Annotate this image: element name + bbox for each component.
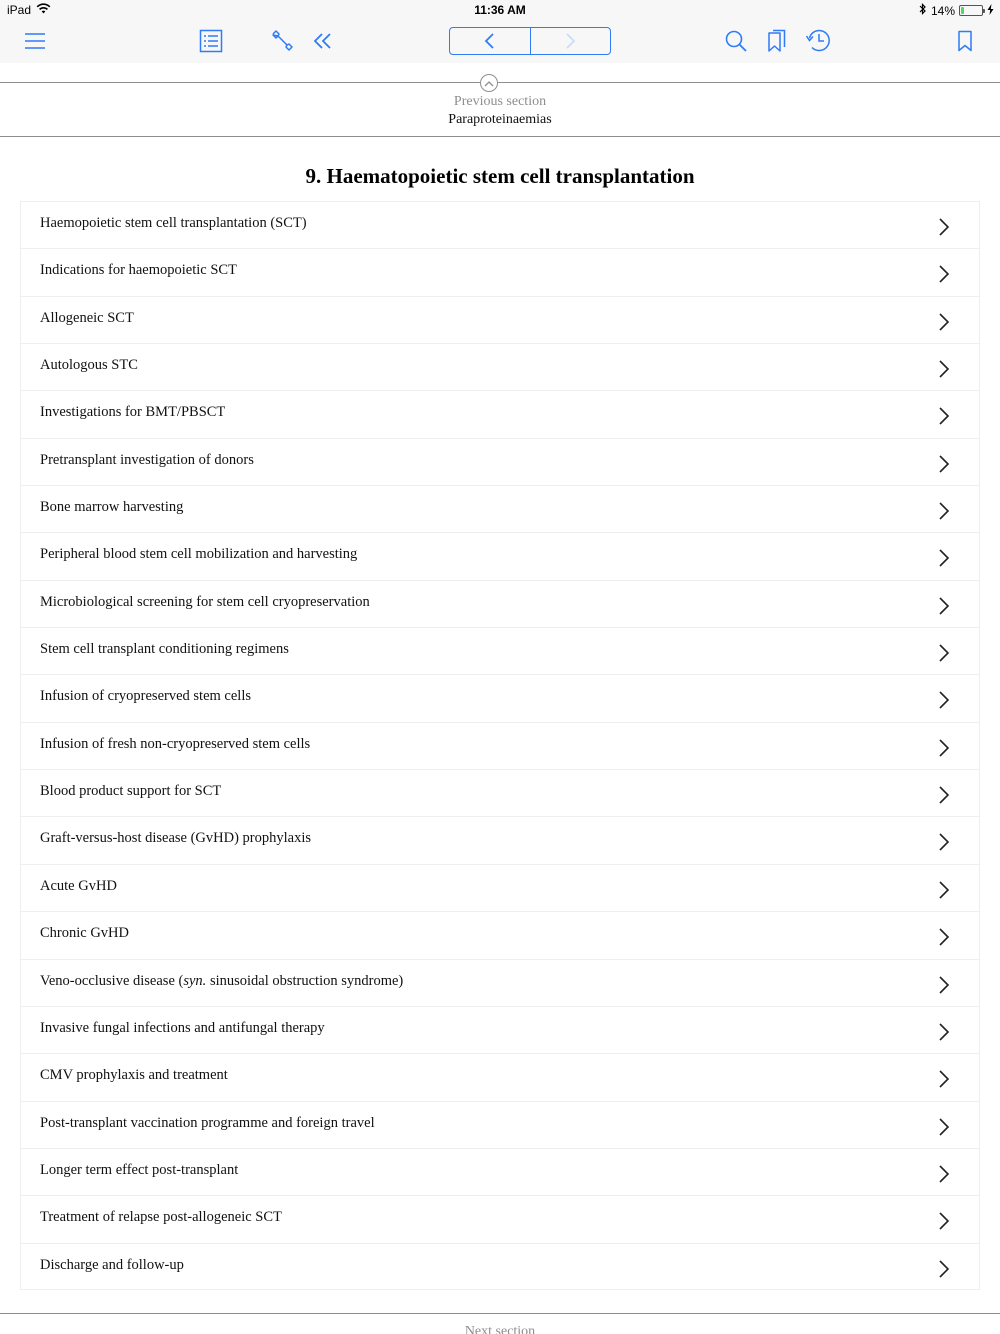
list-item[interactable] [21, 960, 979, 1007]
list-item-label-part: Veno-occlusive disease ( [40, 972, 184, 989]
chevron-right-icon [937, 454, 951, 474]
forward-arrow-icon[interactable] [531, 28, 611, 54]
chevron-right-icon [937, 1259, 951, 1279]
list-item[interactable] [21, 1054, 979, 1101]
double-chevron-left-icon[interactable] [308, 27, 338, 55]
list-item[interactable] [21, 1244, 979, 1291]
chevron-right-icon [937, 217, 951, 237]
divider [0, 1313, 1000, 1314]
battery-icon [959, 5, 983, 16]
list-item-label: Infusion of cryopreserved stem cells [40, 688, 251, 705]
list-item-label: Discharge and follow-up [40, 1256, 184, 1273]
list-item[interactable] [21, 249, 979, 296]
divider [0, 136, 1000, 137]
list-item-label: Investigations for BMT/PBSCT [40, 404, 226, 421]
chevron-right-icon [937, 927, 951, 947]
charging-icon [987, 4, 994, 18]
bluetooth-icon [919, 3, 927, 18]
chevron-right-icon [937, 690, 951, 710]
list-item[interactable] [21, 1149, 979, 1196]
list-item[interactable] [21, 1102, 979, 1149]
chevron-right-icon [937, 1117, 951, 1137]
chevron-right-icon [937, 832, 951, 852]
chapter-title: 9. Haematopoietic stem cell transplantation [305, 164, 695, 188]
list-item-label: Longer term effect post-transplant [40, 1161, 239, 1178]
list-item-label: Post-transplant vaccination programme and foreign travel [40, 1114, 375, 1131]
status-right [919, 3, 994, 18]
chevron-right-icon [937, 312, 951, 332]
list-item-label: Treatment of relapse post-allogeneic SCT [40, 1209, 282, 1226]
device-name: iPad [7, 3, 32, 17]
back-arrow-icon[interactable] [450, 28, 531, 54]
chevron-right-icon [937, 1211, 951, 1231]
chevron-up-icon[interactable] [480, 74, 498, 92]
list-item-label: CMV prophylaxis and treatment [40, 1067, 228, 1084]
list-item[interactable] [21, 723, 979, 770]
chevron-right-icon [937, 1164, 951, 1184]
list-item-label: Peripheral blood stem cell mobilization and harvesting [40, 546, 358, 563]
list-item[interactable] [21, 628, 979, 675]
list-item[interactable] [21, 581, 979, 628]
list-item-label: Infusion of fresh non-cryopreserved stem cells [40, 735, 311, 752]
list-item-label: Microbiological screening for stem cell cryopreservation [40, 593, 370, 610]
chevron-right-icon [937, 785, 951, 805]
chevron-right-icon [937, 359, 951, 379]
list-item-label: Acute GvHD [40, 877, 117, 894]
list-item-label [40, 973, 403, 990]
status-time: 11:36 AM [474, 3, 526, 17]
list-item[interactable] [21, 912, 979, 959]
list-item-label: Pretransplant investigation of donors [40, 451, 254, 468]
list-item[interactable] [21, 486, 979, 533]
chevron-right-icon [937, 880, 951, 900]
list-item-label: Stem cell transplant conditioning regimens [40, 641, 289, 658]
chevron-right-icon [937, 501, 951, 521]
divider [0, 82, 1000, 83]
battery-percent: 14% [930, 3, 955, 18]
list-item[interactable] [21, 344, 979, 391]
list-item[interactable] [21, 533, 979, 580]
chevron-right-icon [937, 264, 951, 284]
chevron-right-icon [937, 406, 951, 426]
list-item-label: Autologous STC [40, 357, 138, 374]
list-item-label: Bone marrow harvesting [40, 499, 184, 516]
list-item-label: Haemopoietic stem cell transplantation (SCT) [40, 215, 307, 231]
next-section-label: Next section [464, 1324, 536, 1334]
list-item[interactable] [21, 817, 979, 864]
list-item-label-part: sinusoidal obstruction syndrome) [206, 972, 404, 989]
chevron-right-icon [937, 975, 951, 995]
chevron-right-icon [937, 548, 951, 568]
list-item[interactable] [21, 297, 979, 344]
bookmark-icon[interactable] [950, 27, 980, 55]
list-item[interactable] [21, 1007, 979, 1054]
list-item-label: Blood product support for SCT [40, 783, 222, 800]
chevron-right-icon [937, 738, 951, 758]
list-item-label: Graft-versus-host disease (GvHD) prophylaxis [40, 830, 312, 847]
list-item-label-part: syn. [183, 972, 207, 989]
search-icon[interactable] [721, 27, 751, 55]
next-section[interactable] [0, 1313, 1000, 1334]
list-item[interactable] [21, 1196, 979, 1243]
chevron-right-icon [937, 643, 951, 663]
bookmarks-icon[interactable] [762, 27, 792, 55]
toolbar [0, 20, 1000, 63]
status-bar [0, 0, 1000, 20]
menu-icon[interactable] [20, 27, 50, 55]
list-item[interactable] [21, 675, 979, 722]
history-icon[interactable] [802, 27, 832, 55]
list-item-label: Invasive fungal infections and antifungal therapy [40, 1019, 325, 1036]
list-item[interactable] [21, 439, 979, 486]
list-item-label: Chronic GvHD [40, 925, 130, 942]
chevron-right-icon [937, 1069, 951, 1089]
list-item[interactable] [21, 865, 979, 912]
list-item[interactable] [21, 391, 979, 438]
list-item-label: Indications for haemopoietic SCT [40, 262, 237, 279]
navigation-segmented-control [449, 27, 611, 55]
section-list [20, 201, 980, 1290]
previous-section-title[interactable]: Paraproteinaemias [448, 112, 552, 127]
list-item[interactable] [21, 202, 979, 249]
chevron-right-icon [937, 1022, 951, 1042]
previous-section[interactable] [0, 63, 1000, 137]
chevron-right-icon [937, 596, 951, 616]
contents-list-icon[interactable] [196, 27, 226, 55]
list-item[interactable] [21, 770, 979, 817]
battery-fill [961, 7, 964, 14]
previous-section-label: Previous section [453, 94, 547, 109]
tools-icon[interactable] [267, 27, 297, 55]
list-item-label: Allogeneic SCT [40, 309, 134, 326]
